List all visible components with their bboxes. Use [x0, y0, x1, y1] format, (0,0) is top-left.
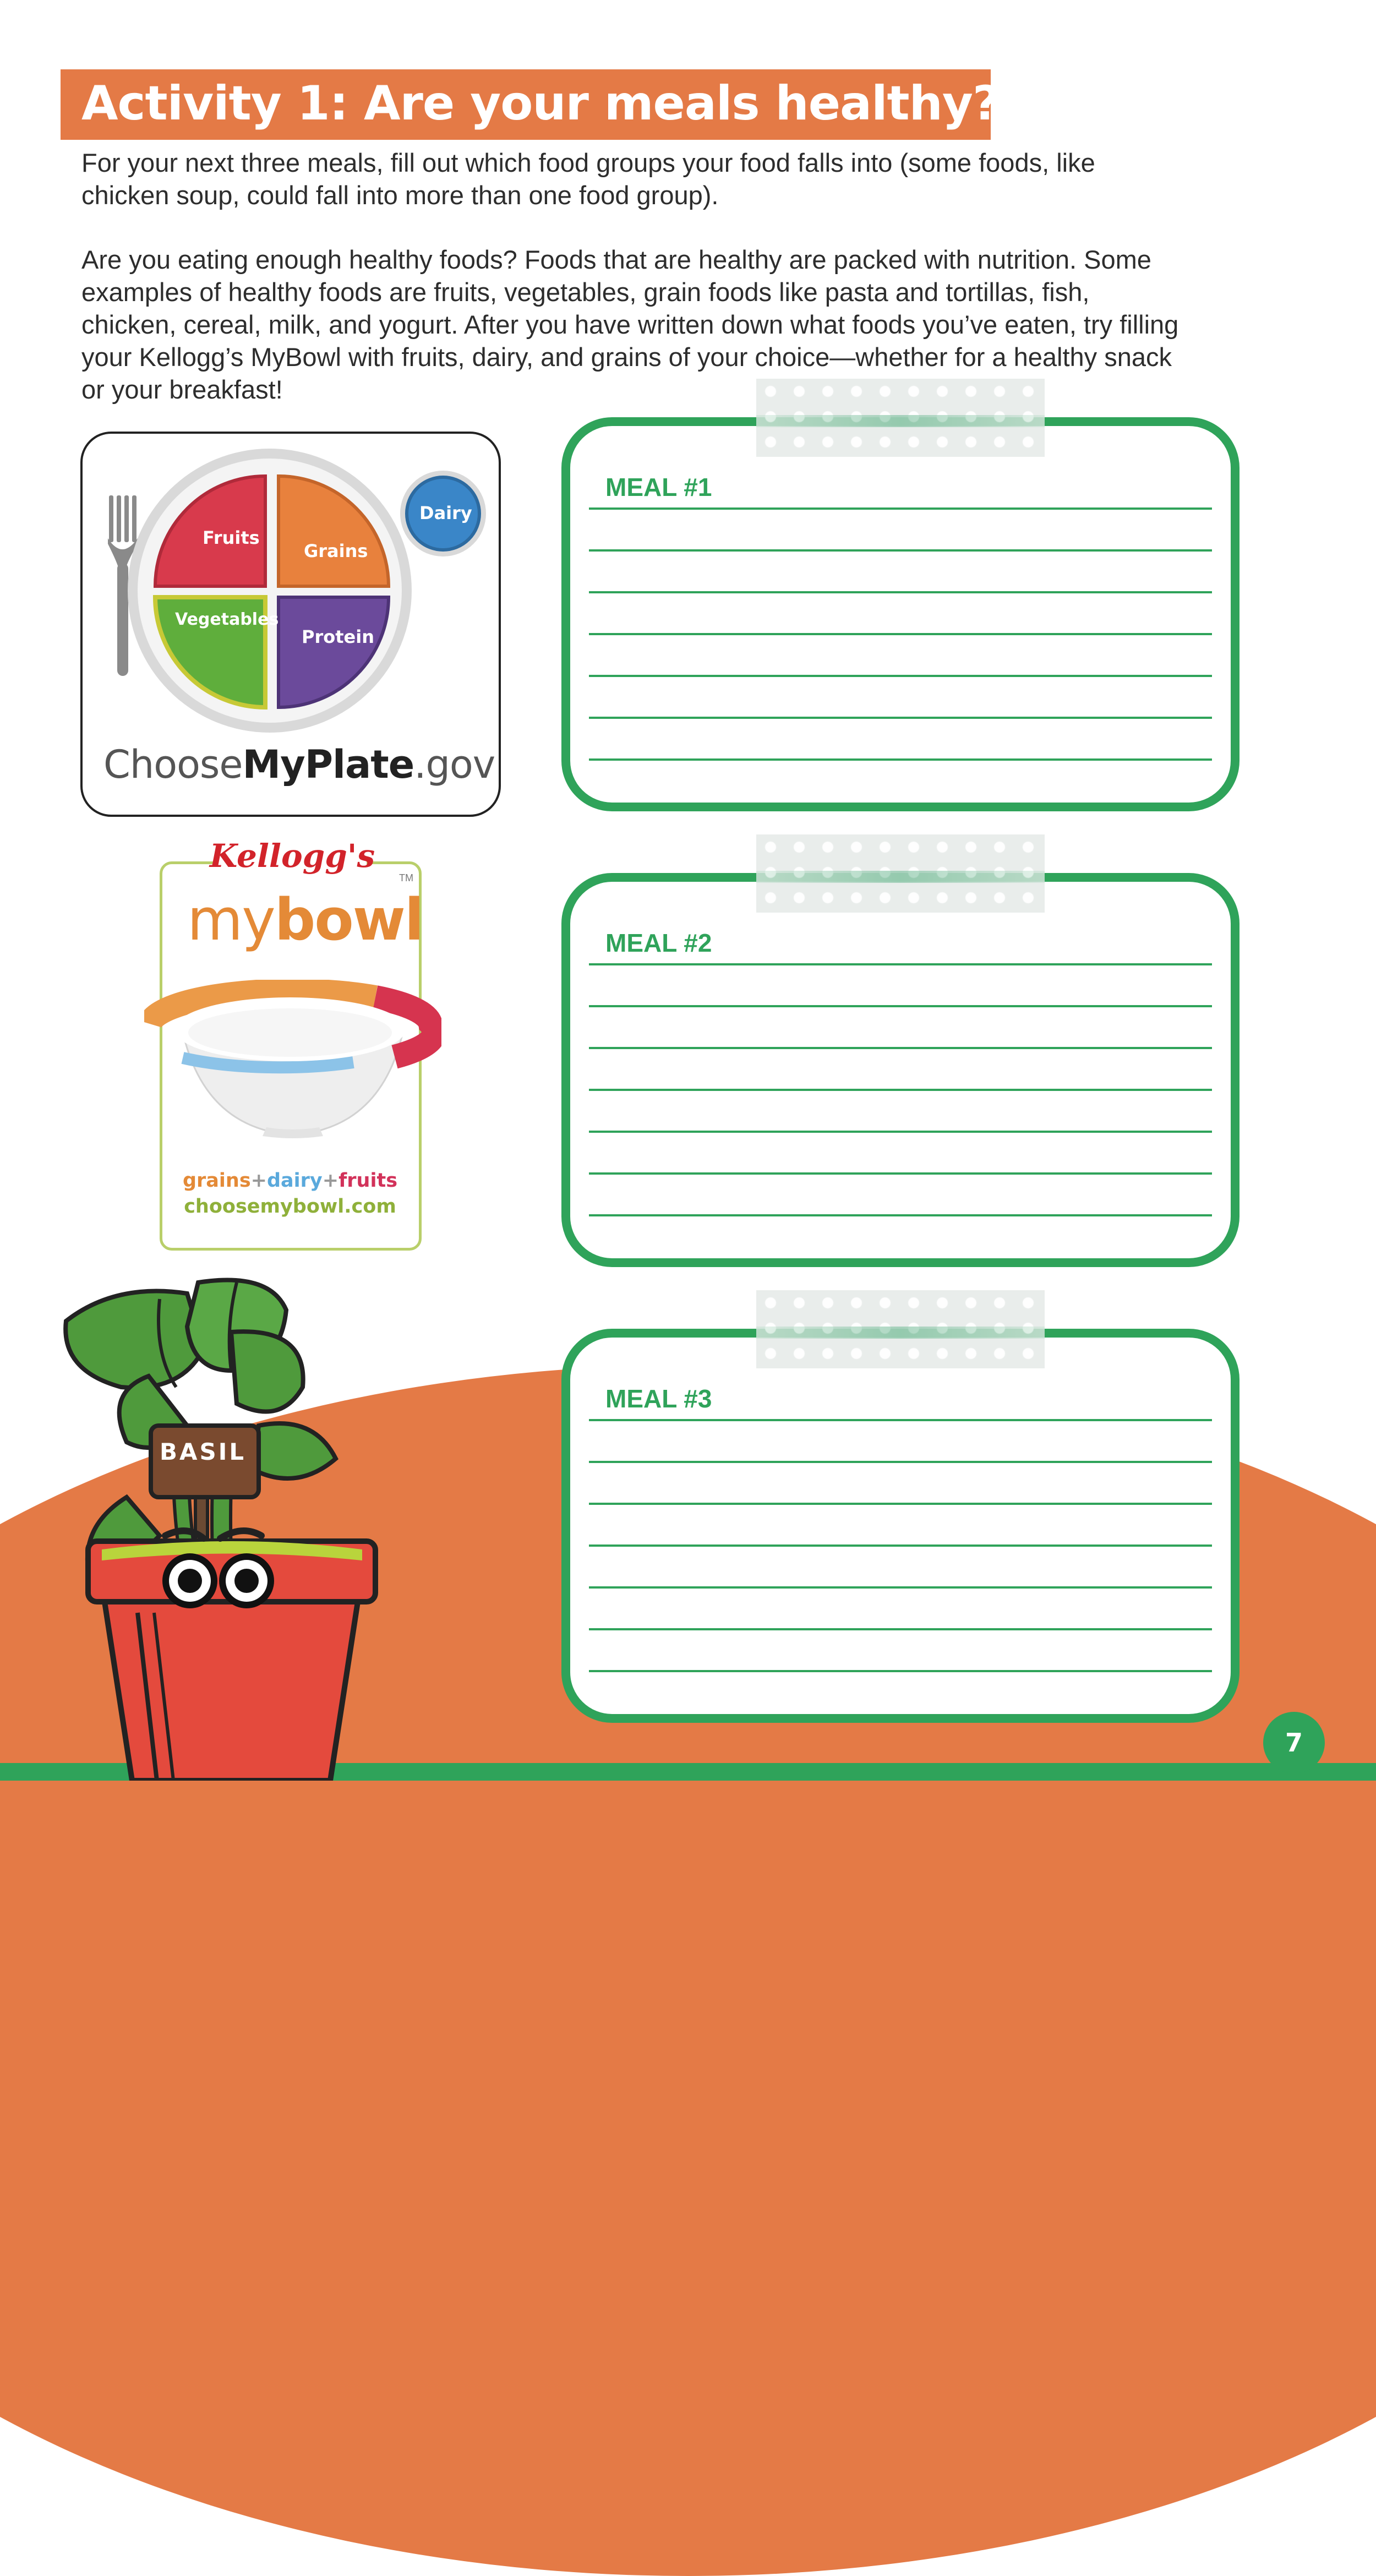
choosemyplate-wordmark: ChooseMyPlate.gov	[103, 742, 495, 787]
writing-line[interactable]	[589, 675, 1212, 677]
myplate-graphic	[83, 434, 501, 742]
kelloggs-logo: Kellogg's	[218, 834, 367, 878]
trademark-mark: TM	[399, 872, 413, 883]
writing-line[interactable]	[589, 1586, 1212, 1589]
writing-line[interactable]	[589, 1628, 1212, 1630]
meal-title: MEAL #2	[605, 929, 712, 957]
writing-line[interactable]	[589, 717, 1212, 719]
basil-sign-label: BASIL	[160, 1438, 247, 1465]
writing-line[interactable]	[589, 1544, 1212, 1547]
plate-protein-section	[279, 597, 389, 707]
writing-line[interactable]	[589, 1461, 1212, 1463]
tape-strip	[756, 1290, 1045, 1368]
meal-title: MEAL #1	[605, 473, 712, 501]
intro-paragraph-1: For your next three meals, fill out which food groups your food falls into (some foods, like chicken soup, could fall into more than one food group).	[81, 148, 1095, 210]
meal-card-1	[561, 417, 1240, 811]
plate-label-vegetables: Vegetables	[175, 610, 279, 629]
bowl-icon	[144, 980, 441, 1145]
meal-card-2	[561, 873, 1240, 1267]
page-number-badge: 7	[1263, 1712, 1325, 1773]
tape-strip	[756, 834, 1045, 913]
writing-line[interactable]	[589, 1047, 1212, 1049]
mybowl-wordmark: mybowl	[187, 886, 423, 953]
tape-strip	[756, 379, 1045, 457]
writing-line[interactable]	[589, 1670, 1212, 1672]
writing-line[interactable]	[589, 549, 1212, 552]
plate-label-protein: Protein	[302, 626, 374, 647]
plate-label-dairy: Dairy	[419, 503, 472, 523]
writing-line[interactable]	[589, 1419, 1212, 1421]
writing-line[interactable]	[589, 507, 1212, 510]
plate-label-fruits: Fruits	[203, 527, 260, 548]
mybowl-food-groups: grains+dairy+fruits	[182, 1170, 398, 1192]
meal-title: MEAL #3	[605, 1384, 712, 1413]
plate-label-grains: Grains	[304, 541, 368, 561]
page-title: Activity 1: Are your meals healthy?	[81, 76, 1000, 131]
writing-line[interactable]	[589, 758, 1212, 761]
writing-line[interactable]	[589, 1214, 1212, 1216]
writing-line[interactable]	[589, 1005, 1212, 1007]
writing-line[interactable]	[589, 633, 1212, 635]
writing-line[interactable]	[589, 1089, 1212, 1091]
writing-line[interactable]	[589, 1131, 1212, 1133]
myplate-card	[80, 432, 501, 817]
writing-line[interactable]	[589, 1172, 1212, 1175]
writing-line[interactable]	[589, 591, 1212, 593]
writing-line[interactable]	[589, 1503, 1212, 1505]
basil-plant-character	[50, 1260, 391, 1781]
writing-line[interactable]	[589, 963, 1212, 965]
intro-paragraph-2: Are you eating enough healthy foods? Foods that are healthy are packed with nutrition. Some examples of healthy foods are fruits, vegetables, grain foods like pasta and tortillas, fish, chicken, cereal, milk, and yogurt. After you have written down what foods you’ve eaten, try filling your Kellogg’s MyBowl with fruits, dairy, and grains of your choice—whether for a healthy snack or your breakfast!	[81, 245, 1179, 404]
mybowl-url: choosemybowl.com	[184, 1196, 396, 1218]
meal-card-3	[561, 1329, 1240, 1723]
